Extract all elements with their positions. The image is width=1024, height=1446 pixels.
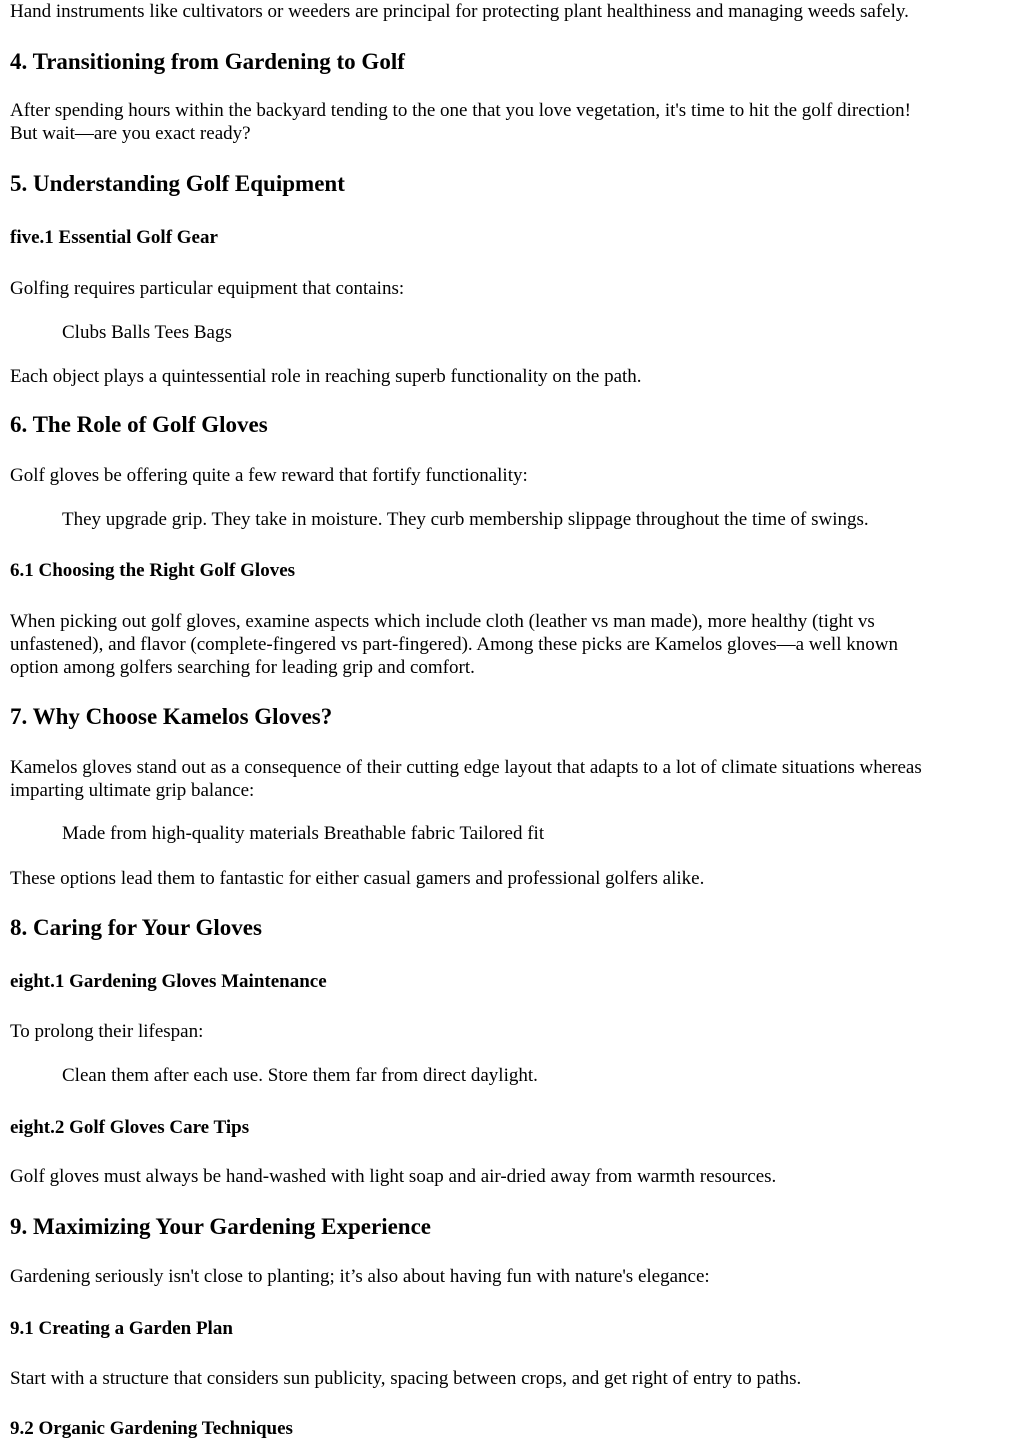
section-4-paragraph-line-2: But wait—are you exact ready? — [10, 123, 251, 144]
section-8-1-heading: eight.1 Gardening Gloves Maintenance — [10, 971, 327, 992]
section-8-heading: 8. Caring for Your Gloves — [10, 915, 262, 940]
section-6-1-paragraph-line-3: option among golfers searching for leading grip and comfort. — [10, 657, 475, 678]
section-5-paragraph-1: Golfing requires particular equipment that contains: — [10, 278, 405, 299]
section-6-heading: 6. The Role of Golf Gloves — [10, 412, 268, 437]
section-9-paragraph-1: Gardening seriously isn't close to planting; it’s also about having fun with nature's elegance: — [10, 1266, 710, 1287]
section-6-list: They upgrade grip. They take in moisture. They curb membership slippage throughout the time of swings. — [62, 509, 869, 530]
section-8-2-heading: eight.2 Golf Gloves Care Tips — [10, 1117, 250, 1138]
intro-paragraph: Hand instruments like cultivators or weeders are principal for protecting plant healthiness and managing weeds safely. — [10, 1, 909, 22]
section-6-1-paragraph-line-2: unfastened), and flavor (complete-fingered vs part-fingered). Among these picks are Kamelos gloves—a well known — [10, 634, 898, 655]
section-9-1-paragraph: Start with a structure that considers sun publicity, spacing between crops, and get right of entry to paths. — [10, 1368, 802, 1389]
section-9-heading: 9. Maximizing Your Gardening Experience — [10, 1214, 432, 1239]
section-7-paragraph-line-1: Kamelos gloves stand out as a consequence of their cutting edge layout that adapts to a lot of climate situations whereas — [10, 757, 922, 778]
section-5-list: Clubs Balls Tees Bags — [62, 322, 232, 343]
section-7-heading: 7. Why Choose Kamelos Gloves? — [10, 704, 333, 729]
section-6-1-paragraph-line-1: When picking out golf gloves, examine aspects which include cloth (leather vs man made), more healthy (tight vs — [10, 611, 875, 632]
section-8-1-paragraph: To prolong their lifespan: — [10, 1021, 204, 1042]
section-8-2-paragraph: Golf gloves must always be hand-washed with light soap and air-dried away from warmth resources. — [10, 1166, 777, 1187]
section-9-1-heading: 9.1 Creating a Garden Plan — [10, 1318, 233, 1339]
section-6-paragraph-1: Golf gloves be offering quite a few reward that fortify functionality: — [10, 465, 528, 486]
section-6-1-heading: 6.1 Choosing the Right Golf Gloves — [10, 560, 296, 581]
section-5-heading: 5. Understanding Golf Equipment — [10, 171, 345, 196]
section-5-paragraph-2: Each object plays a quintessential role in reaching superb functionality on the path. — [10, 366, 642, 387]
section-4-paragraph-line-1: After spending hours within the backyard tending to the one that you love vegetation, it's time to hit the golf direction! — [10, 100, 911, 121]
section-7-list: Made from high-quality materials Breathable fabric Tailored fit — [62, 823, 545, 844]
section-4-heading: 4. Transitioning from Gardening to Golf — [10, 49, 405, 74]
section-5-1-heading: five.1 Essential Golf Gear — [10, 227, 218, 248]
section-7-paragraph-line-2: imparting ultimate grip balance: — [10, 780, 255, 801]
section-9-2-heading: 9.2 Organic Gardening Techniques — [10, 1418, 293, 1439]
section-8-1-list: Clean them after each use. Store them far from direct daylight. — [62, 1065, 538, 1086]
section-7-paragraph-2: These options lead them to fantastic for either casual gamers and professional golfers alike. — [10, 868, 705, 889]
